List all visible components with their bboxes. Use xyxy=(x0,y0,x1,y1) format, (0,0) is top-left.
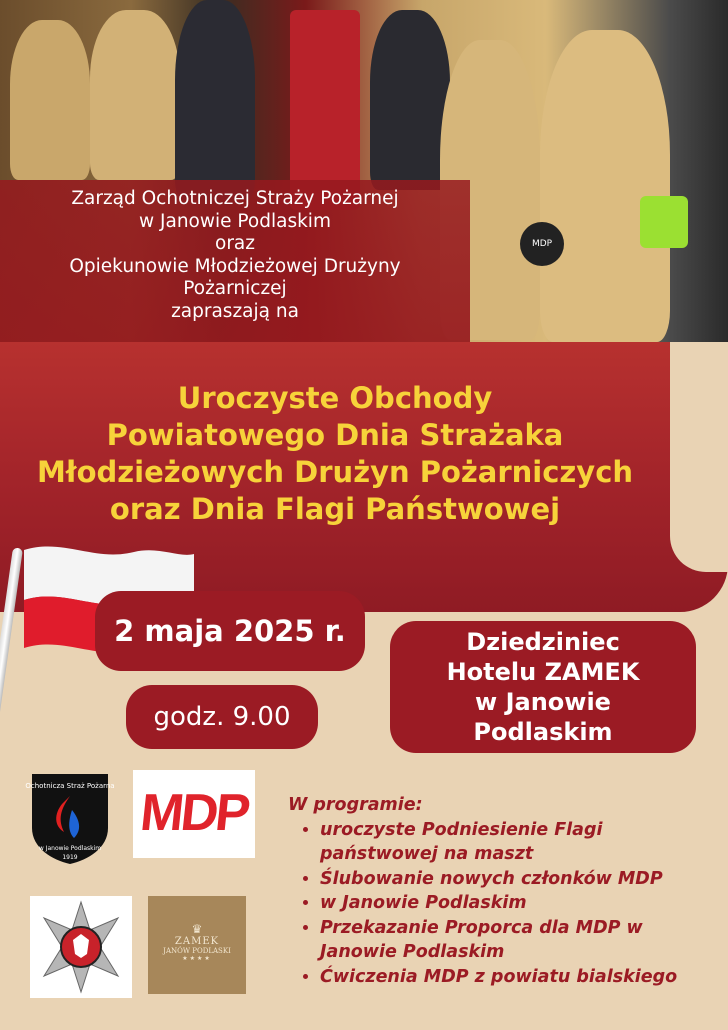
date-badge: 2 maja 2025 r. xyxy=(95,591,365,671)
place-line: w Janowie xyxy=(475,688,611,716)
zamek-logo-name: ZAMEK xyxy=(174,936,220,947)
osp-logo-text: Ochotnicza Straż Pożarna xyxy=(25,782,115,790)
program-item: • Ćwiczenia MDP z powiatu bialskiego xyxy=(320,965,718,990)
program-section xyxy=(288,793,718,989)
zamek-logo-stars: ★★★★ xyxy=(182,955,212,962)
crown-icon: ♛ xyxy=(191,922,203,936)
title-line: Powiatowego Dnia Strażaka xyxy=(106,418,564,452)
zamek-hotel-logo xyxy=(148,896,246,994)
title-line: Młodzieżowych Drużyn Pożarniczych xyxy=(36,455,634,489)
event-title xyxy=(0,380,670,528)
zamek-logo-place: JANÓW PODLASKI xyxy=(163,947,231,955)
mdp-patch-icon: MDP xyxy=(520,222,564,266)
banner-notch xyxy=(670,342,728,572)
intro-line: Opiekunowie Młodzieżowej Drużyny xyxy=(69,255,401,277)
title-line: Uroczyste Obchody xyxy=(177,381,493,415)
intro-line: Pożarniczej xyxy=(183,278,287,299)
intro-text xyxy=(20,188,450,323)
title-line: oraz Dnia Flagi Państwowej xyxy=(109,492,561,526)
intro-line: oraz xyxy=(215,233,255,254)
fire-service-cross-icon xyxy=(30,896,132,998)
program-item: • w Janowie Podlaskim xyxy=(320,891,718,916)
place-badge xyxy=(390,621,696,753)
program-item: • Przekazanie Proporca dla MDP w Janowie Podlaskim xyxy=(320,916,718,965)
program-item: • uroczyste Podniesienie Flagi państwowej na maszt xyxy=(320,818,718,867)
osp-logo-year: 1919 xyxy=(62,854,78,861)
time-badge: godz. 9.00 xyxy=(126,685,318,749)
intro-line: Zarząd Ochotniczej Straży Pożarnej xyxy=(71,188,399,209)
program-heading: W programie: xyxy=(288,795,423,815)
place-line: Podlaskim xyxy=(473,718,613,746)
osp-logo-text: w Janowie Podlaskim xyxy=(38,845,102,852)
place-line: Dziedziniec xyxy=(466,628,620,656)
osp-logo-icon xyxy=(24,766,116,866)
patch-green xyxy=(640,196,688,248)
intro-line: w Janowie Podlaskim xyxy=(139,210,331,232)
mdp-logo-icon xyxy=(133,770,255,858)
mdp-logo-text: MDP xyxy=(137,784,251,842)
intro-line: zapraszają na xyxy=(171,300,299,322)
program-list xyxy=(288,818,718,990)
place-line: Hotelu ZAMEK xyxy=(446,658,640,686)
program-item: • Ślubowanie nowych członków MDP xyxy=(320,867,718,892)
